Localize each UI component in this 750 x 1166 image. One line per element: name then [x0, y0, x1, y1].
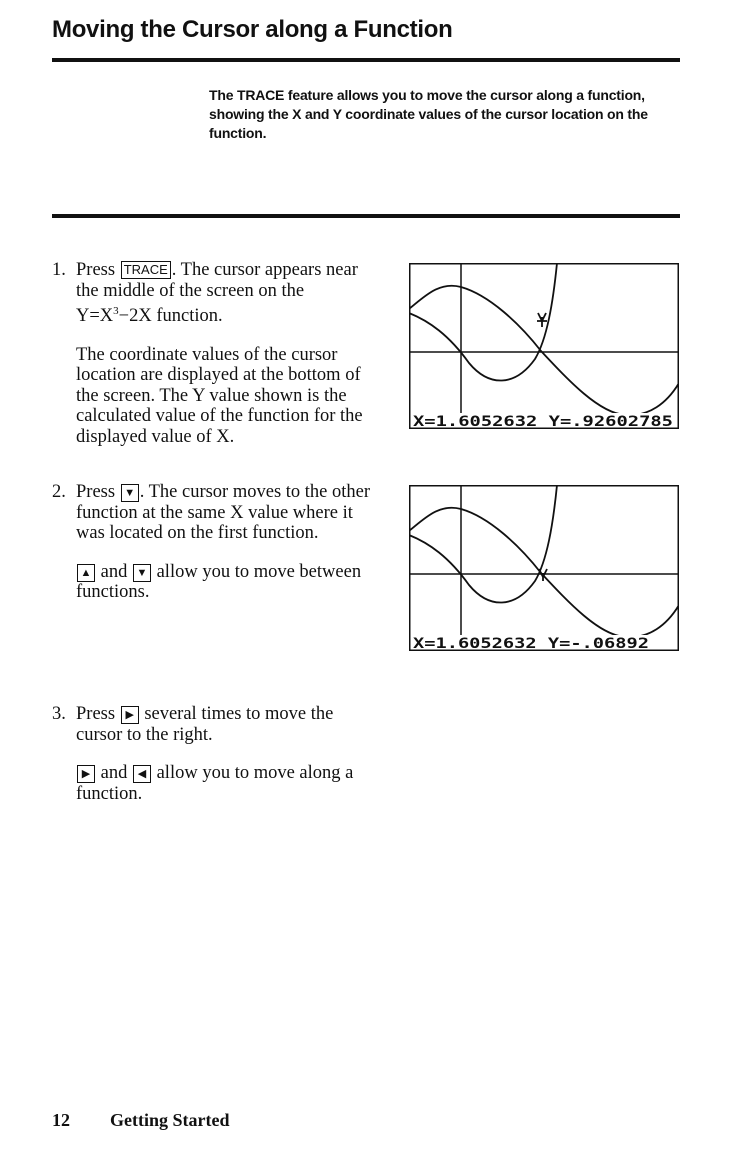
- up-arrow-key: ▲: [77, 564, 95, 582]
- down-arrow-key: ▼: [121, 484, 139, 502]
- step-2-explanation: ▲ and ▼ allow you to move between functions.: [76, 561, 362, 602]
- step-3: [52, 704, 382, 822]
- trace-key: TRACE: [121, 261, 171, 279]
- step-1: [52, 260, 382, 465]
- coordinate-readout: X=1.6052632 Y=.92602785: [413, 414, 673, 429]
- step-number: 3.: [52, 704, 66, 724]
- step-1-instruction: Press TRACE . The cursor appears near the middle of the screen on the $Y=X^3-2X$ function.: [76, 260, 358, 327]
- page-footer: [52, 1110, 229, 1131]
- right-arrow-key: ▶: [121, 706, 139, 724]
- step-2-instruction: Press ▼ . The cursor moves to the other function at the same X value where it was located on the first function.: [76, 482, 371, 543]
- intro-text: The TRACE feature allows you to move the cursor along a function, showing the X and Y coordinate values of the cursor location on the function.: [209, 87, 648, 141]
- step-3-explanation: ▶ and ◀ allow you to move along a function.: [76, 763, 354, 804]
- left-arrow-key: ◀: [133, 765, 151, 783]
- step-2: [52, 482, 382, 621]
- step-1-explanation: The coordinate values of the cursor location are displayed at the bottom of the screen. The Y value shown is the calculated value of the function for the displayed value of X.: [76, 344, 363, 447]
- section-rule: [52, 214, 680, 218]
- page-title: Moving the Cursor along a Function: [52, 16, 453, 43]
- coordinate-readout: X=1.6052632 Y=-.06892: [413, 636, 649, 651]
- step-number: 2.: [52, 482, 66, 502]
- calculator-screen-1: [409, 263, 679, 429]
- section-name: Getting Started: [110, 1110, 230, 1130]
- step-3-instruction: Press ▶ several times to move the cursor to the right.: [76, 704, 334, 745]
- calculator-screen-2: [409, 485, 679, 651]
- step-number: 1.: [52, 260, 66, 280]
- top-rule: [52, 58, 680, 62]
- right-arrow-key: ▶: [77, 765, 95, 783]
- down-arrow-key: ▼: [133, 564, 151, 582]
- page-number: 12: [52, 1110, 70, 1130]
